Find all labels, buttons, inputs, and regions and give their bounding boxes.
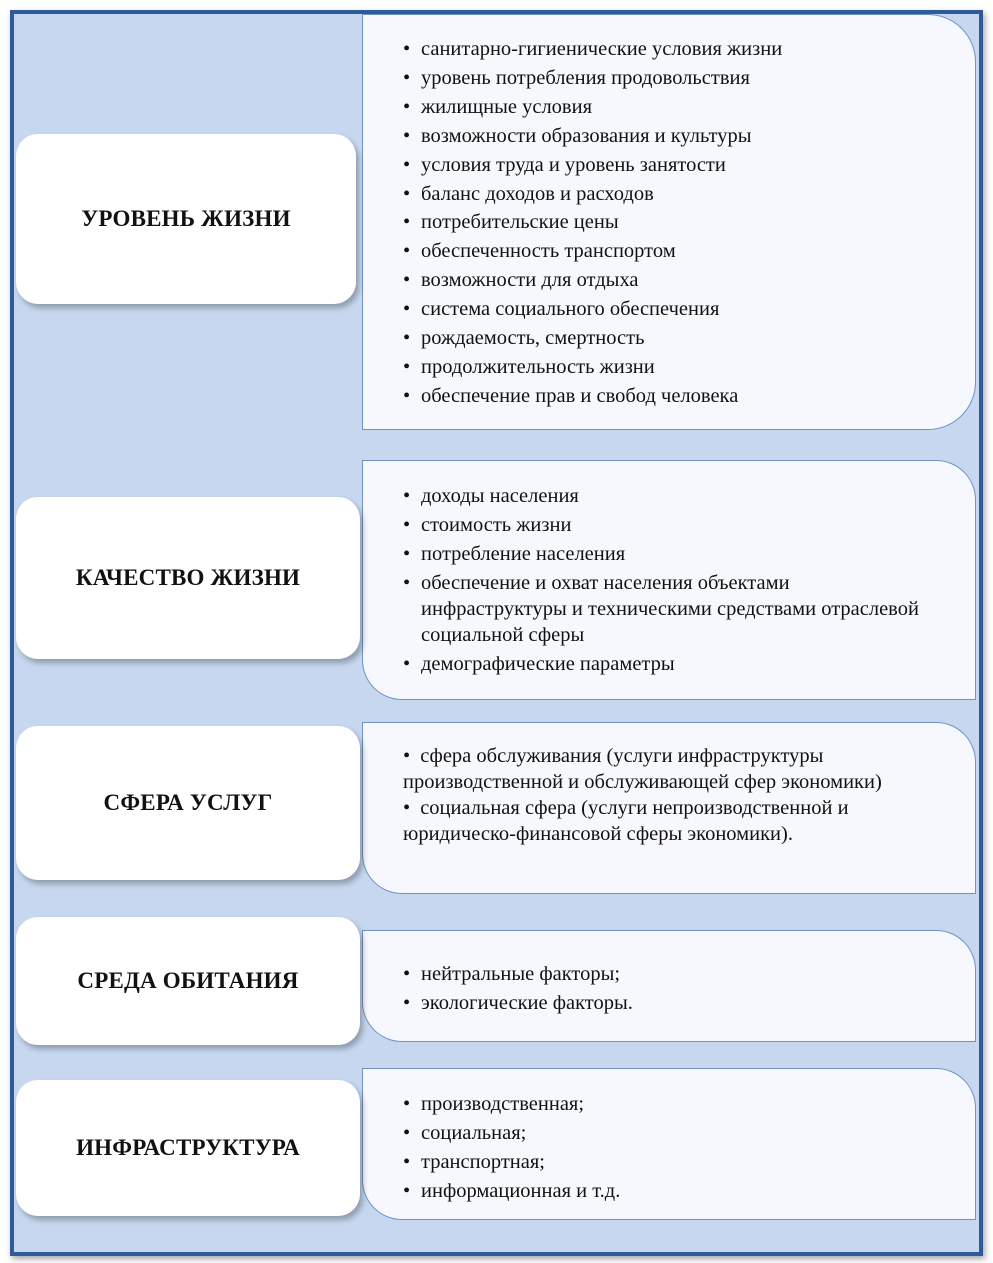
label-living-standard: УРОВЕНЬ ЖИЗНИ [81,206,291,231]
content-box-quality-of-life [362,460,976,700]
list-services [403,743,938,847]
list-item: • социальная сфера (услуги непроизводственной и юридическо-финансовой сферы экономики). [403,795,938,847]
list-item: • обеспечение прав и свобод человека [403,382,963,411]
list-item: • производственная; [403,1091,923,1117]
content-box-services [362,722,976,894]
list-environment [403,961,923,1016]
label-box-infrastructure [16,1080,360,1216]
list-quality-of-life [403,483,923,677]
list-item: • сфера обслуживания (услуги инфраструктуры производственной и обслуживающей сфер экономики) [403,743,938,795]
list-item: • стоимость жизни [403,512,923,538]
content-box-infrastructure [362,1068,976,1220]
list-item: • возможности для отдыха [403,266,963,295]
list-item: • информационная и т.д. [403,1178,923,1204]
list-item: • нейтральные факторы; [403,961,923,987]
content-box-living-standard [362,14,976,430]
list-infrastructure [403,1091,923,1204]
list-item: • потребительские цены [403,208,963,237]
label-box-living-standard [16,134,356,304]
list-item: • доходы населения [403,483,923,509]
list-item: • баланс доходов и расходов [403,180,963,209]
list-item: • транспортная; [403,1149,923,1175]
list-item: • жилищные условия [403,93,963,122]
label-infrastructure: ИНФРАСТРУКТУРА [76,1135,300,1160]
list-item: • рождаемость, смертность [403,324,963,353]
list-item: • экологические факторы. [403,990,923,1016]
label-box-environment [16,917,360,1045]
list-item: • социальная; [403,1120,923,1146]
list-item: • система социального обеспечения [403,295,963,324]
list-item: • обеспеченность транспортом [403,237,963,266]
label-quality-of-life: КАЧЕСТВО ЖИЗНИ [75,565,301,590]
list-item: • продолжительность жизни [403,353,963,382]
label-services: СФЕРА УСЛУГ [103,790,273,815]
label-box-quality-of-life [16,497,360,659]
list-living-standard [403,35,963,411]
list-item: • обеспечение и охват населения объектами инфраструктуры и техническими средствами отраслевой социальной сферы [403,570,923,648]
list-item: • потребление населения [403,541,923,567]
label-box-services [16,726,360,880]
list-item: • демографические параметры [403,651,923,677]
list-item: • условия труда и уровень занятости [403,151,963,180]
list-item: • возможности образования и культуры [403,122,963,151]
list-item: • уровень потребления продовольствия [403,64,963,93]
list-item: • санитарно-гигиенические условия жизни [403,35,963,64]
content-box-environment [362,930,976,1042]
label-environment: СРЕДА ОБИТАНИЯ [77,968,299,993]
